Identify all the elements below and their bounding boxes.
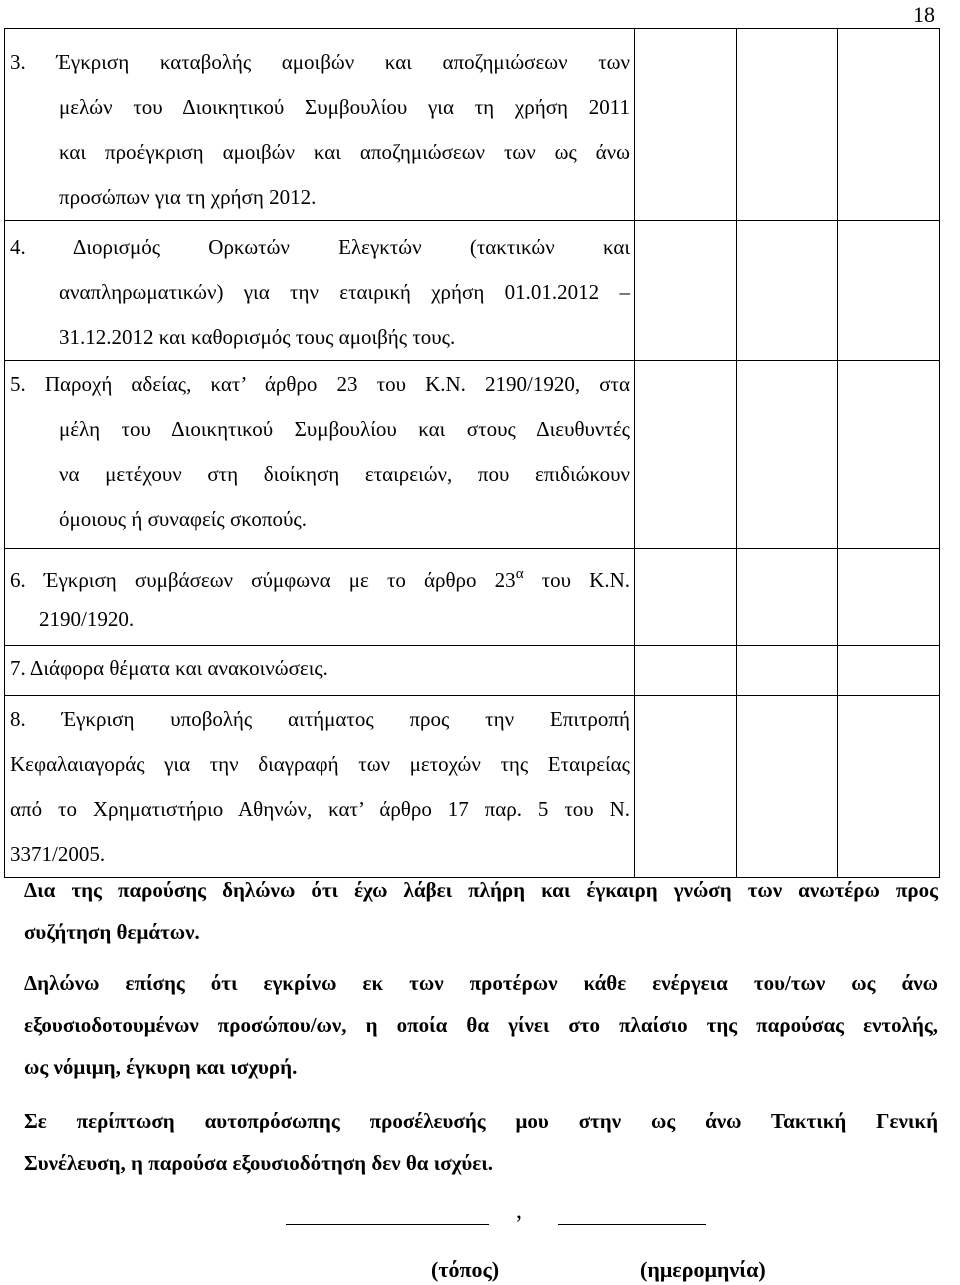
vote-against-box-4[interactable]: [736, 221, 838, 361]
place-label: (τόπος): [431, 1257, 500, 1282]
date-label: (ημερομηνία): [640, 1257, 766, 1282]
agenda-item-7-line-1: 7. Διάφορα θέματα και ανακοινώσεις.: [10, 656, 328, 680]
agenda-item-5-line-1: 5. Παροχή αδείας, κατ’ άρθρο 23 του Κ.Ν. 2190/1920, στα: [10, 372, 630, 396]
superscript-alpha: α: [515, 566, 524, 582]
vote-abstain-box-7[interactable]: [838, 646, 940, 696]
agenda-row-4: [5, 221, 940, 361]
agenda-item-4-line-1: 4. Διορισμός Ορκωτών Ελεγκτών (τακτικών και: [10, 235, 630, 259]
declaration-knowledge: [24, 869, 938, 953]
vote-abstain-box-3[interactable]: [838, 29, 940, 221]
agenda-item-5-line-3: να μετέχουν στη διοίκηση εταιρειών, που επιδιώκουν: [59, 462, 630, 486]
declaration-attendance-line-2: Συνέλευση, η παρούσα εξουσιοδότηση δεν θα ισχύει.: [24, 1151, 494, 1175]
signature-comma: ,: [516, 1198, 522, 1224]
agenda-item-8-line-1: 8. Έγκριση υποβολής αιτήματος προς την Επιτροπή: [10, 707, 630, 731]
agenda-item-6-text-after: του Κ.Ν.: [523, 568, 630, 592]
declaration-attendance: [24, 1100, 938, 1184]
agenda-item-cell: [5, 549, 635, 646]
page-number: 18: [913, 2, 935, 27]
date-signature-line[interactable]: [558, 1224, 706, 1225]
vote-against-box-3[interactable]: [736, 29, 838, 221]
agenda-item-6-line-1: [10, 552, 630, 597]
vote-abstain-box-8[interactable]: [838, 696, 940, 878]
agenda-item-4-line-3: 31.12.2012 και καθορισμός τους αμοιβής τους.: [59, 325, 456, 349]
agenda-item-3-line-2: μελών του Διοικητικού Συμβουλίου για τη χρήση 2011: [59, 95, 630, 119]
agenda-item-cell: [5, 221, 635, 361]
agenda-row-3: [5, 29, 940, 221]
agenda-item-6-text: 6. Έγκριση συμβάσεων σύμφωνα με το άρθρο 23: [10, 568, 516, 592]
place-signature-line[interactable]: [286, 1224, 489, 1225]
agenda-item-cell: [5, 646, 635, 696]
agenda-item-4-line-2: αναπληρωματικών) για την εταιρική χρήση 01.01.2012 –: [59, 280, 630, 304]
vote-against-box-8[interactable]: [736, 696, 838, 878]
vote-against-box-5[interactable]: [736, 361, 838, 549]
agenda-item-3-line-3: και προέγκριση αμοιβών και αποζημιώσεων των ως άνω: [59, 140, 630, 164]
vote-for-box-7[interactable]: [635, 646, 737, 696]
vote-against-box-7[interactable]: [736, 646, 838, 696]
vote-abstain-box-5[interactable]: [838, 361, 940, 549]
declaration-approval: [24, 962, 938, 1088]
agenda-item-cell: [5, 696, 635, 878]
declaration-approval-line-1: Δηλώνω επίσης ότι εγκρίνω εκ των προτέρων κάθε ενέργεια του/των ως άνω: [24, 971, 938, 995]
vote-for-box-6[interactable]: [635, 549, 737, 646]
vote-for-box-3[interactable]: [635, 29, 737, 221]
agenda-row-7: [5, 646, 940, 696]
declaration-approval-line-3: ως νόμιμη, έγκυρη και ισχυρή.: [24, 1055, 298, 1079]
agenda-item-6-line-2: 2190/1920.: [39, 607, 135, 631]
vote-abstain-box-6[interactable]: [838, 549, 940, 646]
vote-against-box-6[interactable]: [736, 549, 838, 646]
declaration-knowledge-line-2: συζήτηση θεμάτων.: [24, 920, 200, 944]
agenda-item-8-line-4: 3371/2005.: [10, 842, 106, 866]
agenda-item-5-line-4: όμοιους ή συναφείς σκοπούς.: [59, 507, 307, 531]
agenda-row-8: [5, 696, 940, 878]
agenda-item-5-line-2: μέλη του Διοικητικού Συμβουλίου και στους Διευθυντές: [59, 417, 630, 441]
agenda-item-8-line-3: από το Χρηματιστήριο Αθηνών, κατ’ άρθρο 17 παρ. 5 του Ν.: [10, 797, 630, 821]
agenda-item-cell: [5, 361, 635, 549]
agenda-row-6: [5, 549, 940, 646]
voting-table: [4, 28, 940, 878]
agenda-row-5: [5, 361, 940, 549]
agenda-item-3-line-4: προσώπων για τη χρήση 2012.: [59, 185, 317, 209]
vote-for-box-5[interactable]: [635, 361, 737, 549]
vote-abstain-box-4[interactable]: [838, 221, 940, 361]
agenda-item-3-line-1: 3. Έγκριση καταβολής αμοιβών και αποζημιώσεων των: [10, 50, 630, 74]
vote-for-box-4[interactable]: [635, 221, 737, 361]
vote-for-box-8[interactable]: [635, 696, 737, 878]
agenda-item-8-line-2: Κεφαλαιαγοράς για την διαγραφή των μετοχών της Εταιρείας: [10, 752, 630, 776]
agenda-item-cell: [5, 29, 635, 221]
declaration-attendance-line-1: Σε περίπτωση αυτοπρόσωπης προσέλευσής μου στην ως άνω Τακτική Γενική: [24, 1109, 938, 1133]
declaration-knowledge-line-1: Δια της παρούσης δηλώνω ότι έχω λάβει πλήρη και έγκαιρη γνώση των ανωτέρω προς: [24, 878, 938, 902]
declaration-approval-line-2: εξουσιοδοτουμένων προσώπου/ων, η οποία θα γίνει στο πλαίσιο της παρούσας εντολής,: [24, 1013, 938, 1037]
